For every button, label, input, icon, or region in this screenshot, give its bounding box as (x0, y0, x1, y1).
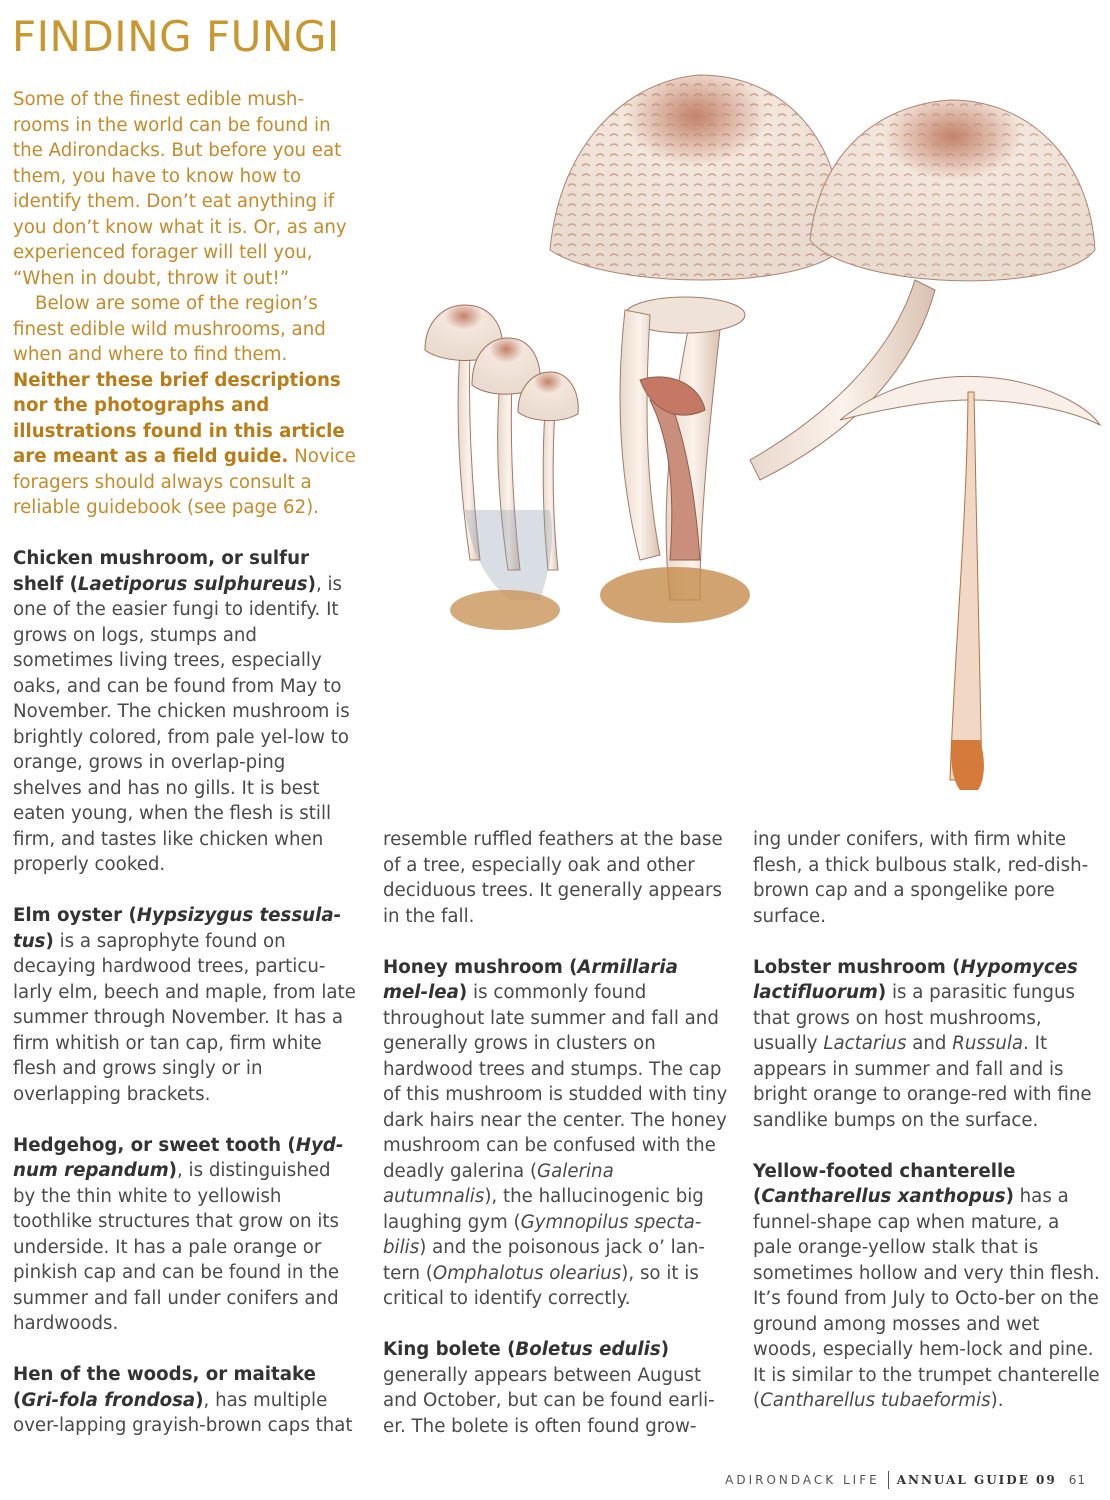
page-title: FINDING FUNGI (12, 12, 340, 61)
intro-text (13, 87, 358, 521)
entry-chicken-mushroom: Chicken mushroom, or sulfur shelf (Laetiporus sulphureus), is one of the easier fungi to identify. It grows on logs, stumps and sometimes living trees, especially oaks, and can be found from May to November. The chicken mushroom is brightly colored, from pale yel-low to orange, grows in overlap-ping shelves and has no gills. It is best eaten young, when the flesh is still firm, and tastes like chicken when properly cooked. (13, 548, 350, 875)
small-mushrooms-left (425, 305, 578, 600)
intro-paragraph-2: Below are some of the region’s finest edible wild mushrooms, and when and where to find them. Neither these brief descriptions nor the photographs and illustrations found in this article are meant as a field guide. Novice foragers should always consult a reliable guidebook (see page 62). (13, 293, 356, 518)
magazine-name: ADIRONDACK LIFE (725, 1473, 880, 1487)
column-2 (383, 827, 728, 1465)
umbrella-mushroom (840, 376, 1100, 790)
soil-clump-middle (600, 567, 750, 623)
entry-hen-of-the-woods: Hen of the woods, or maitake (Gri-fola frondosa), has multiple over-lapping grayish-brown caps that (13, 1364, 353, 1436)
field-guide-warning: Neither these brief descriptions nor the photographs and illustrations found in this article are meant as a field guide. (13, 369, 345, 467)
mushroom-illustration (370, 40, 1105, 810)
entry-hen-of-the-woods-continued: resemble ruffled feathers at the base of a tree, especially oak and other deciduous trees. It generally appears in the fall. (383, 829, 723, 927)
entry-elm-oyster: Elm oyster (Hypsizygus tessula-tus) is a saprophyte found on decaying hardwood trees, particu-larly elm, beech and maple, from late summer through November. It has a firm whitish or tan cap, firm white flesh and grows singly or in overlapping brackets. (13, 905, 356, 1105)
page-footer (725, 1471, 1086, 1489)
entry-king-bolete: King bolete (Boletus edulis) generally appears between August and October, but can be found earli-er. The bolete is often found grow- (383, 1339, 715, 1437)
column-1 (13, 546, 358, 1464)
entry-yellow-footed-chanterelle: Yellow-footed chanterelle (Cantharellus xanthopus) has a funnel-shape cap when mature, a pale orange-yellow stalk that is sometimes hollow and very thin flesh. It’s found from July to Octo-ber on the ground among mosses and wet woods, especially hem-lock and pine. It is similar to the trumpet chanterelle (Cantharellus tubaeformis). (753, 1160, 1100, 1411)
issue-name: ANNUAL GUIDE 09 (896, 1473, 1057, 1487)
page-number: 61 (1068, 1473, 1086, 1487)
column-3 (753, 827, 1103, 1439)
soil-clump-left (450, 590, 560, 630)
entry-hedgehog: Hedgehog, or sweet tooth (Hyd-num repandum), is distinguished by the thin white to yellowish toothlike structures that grow on its underside. It has a pale orange or pinkish cap and can be found in the summer and fall under conifers and hardwoods. (13, 1134, 344, 1334)
intro-paragraph: Some of the finest edible mush-rooms in the world can be found in the Adirondacks. But before you eat them, you have to know how to identify them. Don’t eat anything if you don’t know what it is. Or, as any experienced forager will tell you, “When in doubt, throw it out!” (13, 89, 347, 289)
entry-honey-mushroom: Honey mushroom (Armillaria mel-lea) is commonly found throughout late summer and fall and generally grows in clusters on hardwood trees and stumps. The cap of this mushroom is studded with tiny dark hairs near the center. The honey mushroom can be confused with the deadly galerina (Galerina autumnalis), the hallucinogenic big laughing gym (Gymnopilus specta-bilis) and the poisonous jack o’ lan-tern (Omphalotus olearius), so it is critical to identify correctly. (383, 956, 728, 1309)
footer-divider (888, 1471, 889, 1489)
entry-lobster-mushroom: Lobster mushroom (Hypomyces lactifluorum) is a parasitic fungus that grows on host mushrooms, usually Lactarius and Russula. It appears in summer and fall and is bright orange to orange-red with fine sandlike bumps on the surface. (753, 956, 1092, 1131)
entry-king-bolete-continued: ing under conifers, with firm white flesh, a thick bulbous stalk, red-dish-brown cap and a spongelike pore surface. (753, 829, 1089, 927)
